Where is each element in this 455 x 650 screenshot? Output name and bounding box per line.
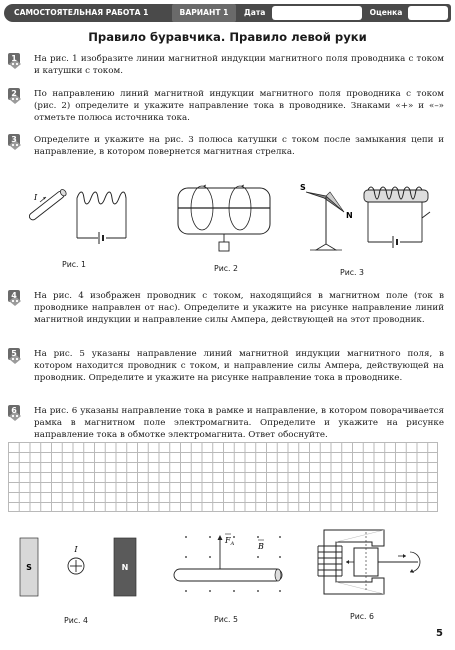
figure-3-north-label: N bbox=[346, 211, 353, 220]
figure-4-caption: Рис. 4 bbox=[64, 616, 88, 625]
figure-5-field-label: B bbox=[258, 542, 264, 551]
task-number-badge: 6 bbox=[8, 405, 26, 423]
figure-1 bbox=[22, 178, 142, 269]
figure-5 bbox=[170, 525, 290, 624]
figure-4-south-label: S bbox=[26, 563, 32, 572]
figure-3 bbox=[300, 178, 440, 277]
date-label: Дата bbox=[244, 8, 266, 17]
page-title: Правило буравчика. Правило левой руки bbox=[88, 30, 367, 44]
figure-4-drawing bbox=[14, 530, 144, 602]
figure-3-south-label: S bbox=[300, 183, 306, 192]
page-number: 5 bbox=[436, 628, 443, 639]
work-label: САМОСТОЯТЕЛЬНАЯ РАБОТА 1 bbox=[14, 8, 149, 17]
task-text: Определите и укажите на рис. 3 полюса катушки с током после замыкания цепи и направление, в котором повернется магнитная стрелка. bbox=[34, 135, 444, 157]
figure-1-current-label: I bbox=[34, 193, 38, 202]
figure-2-drawing bbox=[170, 180, 290, 260]
figure-1-caption: Рис. 1 bbox=[62, 260, 86, 269]
figure-2-caption: Рис. 2 bbox=[214, 264, 238, 273]
task-number-badge: 4 bbox=[8, 290, 26, 308]
figure-4 bbox=[14, 530, 144, 625]
task-text: На рис. 4 изображен проводник с током, находящийся в магнитном поле (ток в проводнике направлен от нас). Определите и укажите на рисунке направление линий магнитной индукции и направление силы Ампера, действующей на этот проводник. bbox=[34, 291, 444, 325]
task-text: На рис. 5 указаны направление линий магнитной индукции магнитного поля, в котором находится проводник с током, и направление силы Ампера, действующей на проводник. Определите и укажите на рисунке направление тока в проводнике. bbox=[34, 349, 444, 383]
variant-label: ВАРИАНТ 1 bbox=[172, 4, 236, 22]
figure-5-caption: Рис. 5 bbox=[214, 615, 238, 624]
grade-field[interactable] bbox=[408, 6, 448, 20]
date-field[interactable] bbox=[272, 6, 362, 20]
figure-2 bbox=[170, 180, 290, 273]
task-text: На рис. 6 указаны направление тока в рамке и направление, в котором поворачивается рамка в магнитном поле электромагнита. Определите и укажите на рисунке направление тока в обмотке электромагнита. Ответ обоснуйте. bbox=[34, 406, 444, 440]
grade-label: Оценка bbox=[369, 8, 403, 17]
figure-1-drawing bbox=[22, 178, 142, 258]
figure-4-north-label: N bbox=[121, 563, 129, 572]
figure-6-caption: Рис. 6 bbox=[350, 612, 374, 621]
task-number-badge: 3 bbox=[8, 134, 26, 152]
task-number-badge: 2 bbox=[8, 88, 26, 106]
figure-3-drawing bbox=[300, 178, 440, 262]
task-number-badge: 5 bbox=[8, 348, 26, 366]
figure-5-force-label: $F_A$ bbox=[225, 536, 235, 547]
answer-grid[interactable] bbox=[8, 442, 438, 512]
figure-3-caption: Рис. 3 bbox=[340, 268, 364, 277]
task-text: По направлению линий магнитной индукции магнитного поля проводника с током (рис. 2) определите и укажите направление тока в проводнике. Знаками «+» и «–» отметьте полюса источника тока. bbox=[34, 89, 444, 123]
task-text: На рис. 1 изобразите линии магнитной индукции магнитного поля проводника с током и катушки с током. bbox=[34, 54, 444, 76]
task-number-badge: 1 bbox=[8, 53, 26, 71]
figure-6 bbox=[306, 522, 436, 620]
figure-5-drawing bbox=[170, 525, 290, 605]
worksheet-header bbox=[4, 4, 451, 22]
figure-4-current-label: I bbox=[74, 545, 78, 554]
figure-6-drawing bbox=[306, 522, 436, 602]
